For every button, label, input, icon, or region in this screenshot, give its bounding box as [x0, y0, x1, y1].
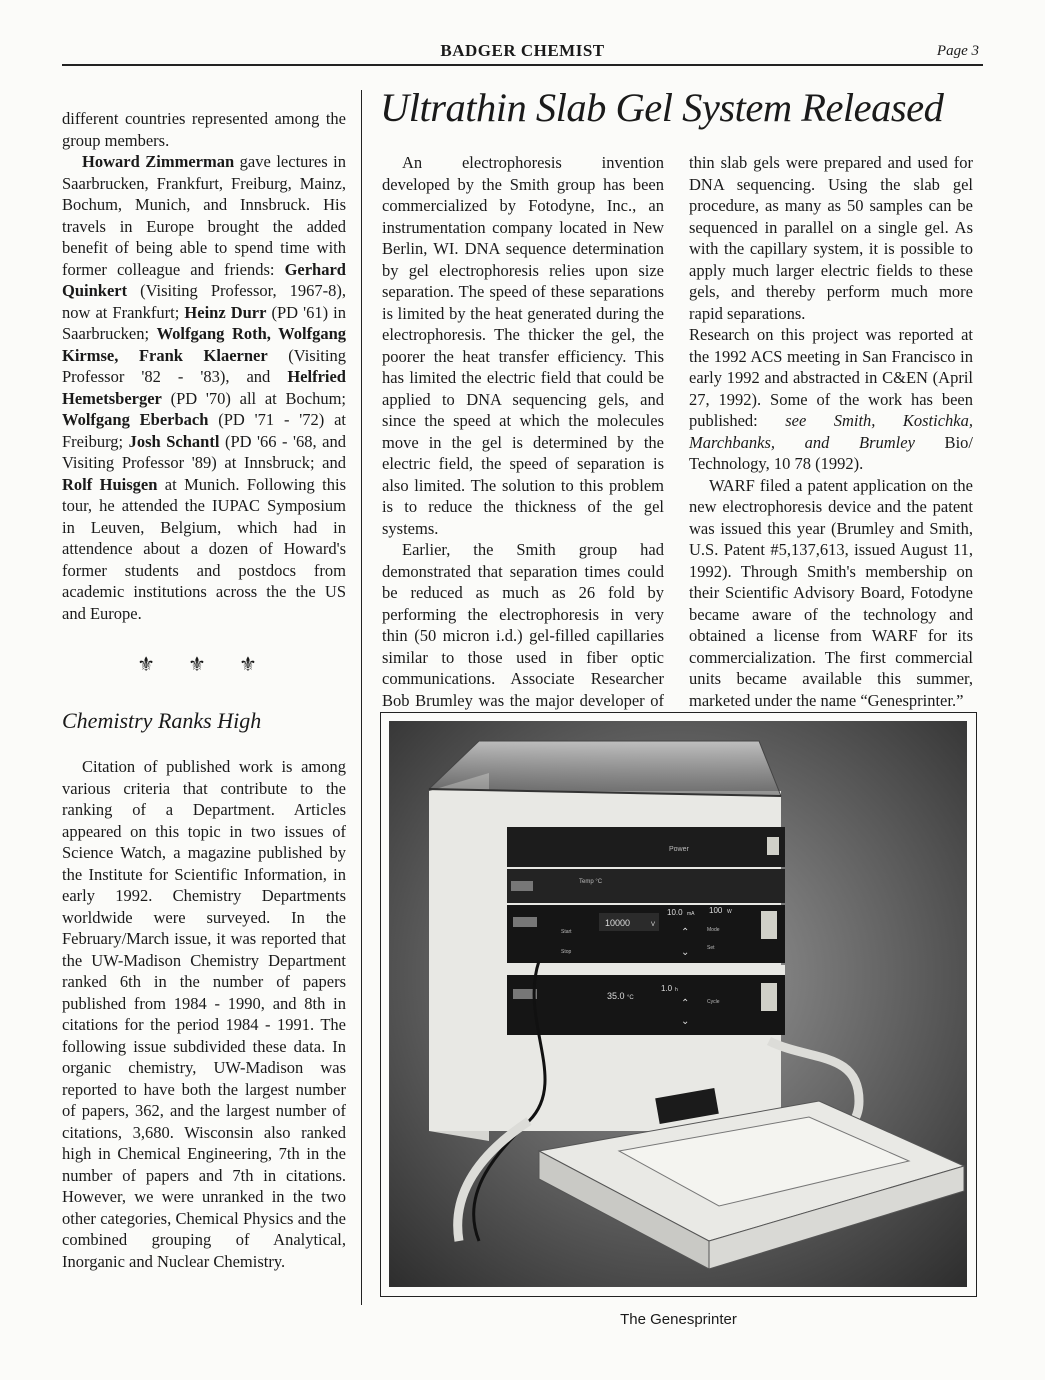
svg-text:h: h [675, 987, 678, 993]
text-run: (PD '66 - '68, and Visiting Professor '89) at Innsbruck; and [62, 431, 346, 472]
text-run: (Visiting Professor, 1967-8), now at Frankfurt; [62, 281, 346, 322]
svg-text:°C: °C [627, 995, 634, 1001]
column-divider [361, 90, 362, 1305]
mode-label: Mode [707, 927, 720, 933]
cycle-label: Cycle [707, 999, 720, 1005]
photo-caption: The Genesprinter [620, 1311, 737, 1328]
paragraph: Citation of published work is among various criteria that contribute to the ranking of a Department. Articles appeared on this topic in two issues of Science Watch, a magazine published by the Institute for Scientific Information, in early 1992. Chemistry Departments worldwide were surveyed. In the February/March issue, it was reported that the UW-Madison Chemistry Department ranked 6th in the number of papers published from 1984 - 1990, and 8th in citations for the period 1984 - 1991. The following issue subdivided these data. In organic chemistry, UW-Madison was reported to have both the largest number of papers, 362, and the largest number of citations, 3,680. Wisconsin also ranked high in Chemical Engineering, 7th in the number of papers and 7th in citations. However, we were unranked in the two other categories, Chemical Physics and the combined grouping of Analytical, Inorganic and Nuclear Chemistry. [62, 757, 346, 1271]
person-name: Rolf Huisgen [62, 474, 158, 494]
section-divider-ornament: ⚜ ⚜ ⚜ [137, 654, 271, 676]
article-headline: Ultrathin Slab Gel System Released [380, 85, 944, 130]
svg-text:W: W [727, 909, 732, 915]
glass-lid [429, 741, 781, 796]
page-number: Page 3 [936, 43, 979, 59]
temp-label: Temp °C [579, 879, 603, 885]
current-readout: 10.0 [667, 908, 683, 917]
watt-readout: 100 [709, 906, 723, 915]
zimmerman-paragraph [62, 151, 346, 624]
genesprinter-photo [380, 712, 977, 1297]
set-label: Set [707, 945, 715, 951]
temp-panel [507, 869, 785, 903]
person-name: Helfried Hemetsberger [62, 367, 346, 408]
article-column-2 [382, 152, 664, 754]
text-run: at Munich. Following this tour, he attended the IUPAC Symposium in Leuven, Belgium, which had in attendence about a dozen of Howard's former students and postdocs from academic institutions across the the US and Europe. [62, 474, 347, 623]
text-run: (PD '70) all at Bochum; [161, 388, 346, 408]
chemistry-ranks-heading: Chemistry Ranks High [62, 708, 262, 733]
text-run: (PD '71 - '72) at Freiburg; [62, 410, 346, 451]
down-arrow-icon: ⌄ [681, 947, 690, 958]
paragraph: WARF filed a patent application on the new electrophoresis device and the patent was issued this year (Brumley and Smith, U.S. Patent #5,137,613, issued August 11, 1992). Through Smith's membership on their Scientific Advisory Board, Fotodyne became aware of the technology and obtained a license from WARF for its commercialization. The first commercial units became available this summer, marketed under the name “Genesprinter.” [689, 475, 973, 710]
genesprinter-illustration [389, 721, 967, 1287]
left-column-article [62, 108, 346, 624]
power-toggle [761, 983, 777, 1011]
paragraph: Earlier, the Smith group had demonstrated that separation times could be reduced as much as 26 fold by performing the electrophoresis in very thin (50 micron i.d.) gel-filled capillaries similar to those used in fiber optic communications. Associate Researcher Bob Brumley was the major developer of [382, 540, 664, 710]
person-name: Heinz Durr [184, 302, 267, 322]
text-run: (PD '61) in Saarbrucken; [62, 302, 347, 343]
person-name: Josh Schantl [128, 431, 220, 451]
text-run: (Visiting Professor '82 - '83), and [62, 345, 346, 386]
start-label: Start [561, 929, 572, 935]
power-label: Power [669, 846, 689, 853]
svg-text:mA: mA [687, 911, 695, 917]
temperature-panel [507, 975, 785, 1035]
text-run: gave lectures in Saarbrucken, Frankfurt, Freiburg, Mainz, Bochum, Munich, and Innsbruck. His travels in Europe brought the added benefit of being able to spend time with former colleague and friends: [62, 152, 346, 279]
header-rule [62, 64, 983, 66]
power-panel [507, 827, 785, 867]
up-arrow-icon: ⌃ [681, 927, 690, 938]
paragraph: Research on this project was reported at the 1992 ACS meeting in San Francisco in early 1992 and abstracted in C&EN (April 27, 1992). Some of the work has been published: see Smith, Kostichka, Marchbanks, and Brumley Bio/ Technology, 10 78 (1992). [689, 325, 973, 473]
person-name: Wolfgang Roth, Wolfgang Kirmse, Frank Klaerner [62, 324, 346, 365]
down-arrow-icon: ⌄ [681, 1016, 690, 1027]
running-header-title: BADGER CHEMIST [440, 41, 605, 60]
power-toggle [761, 911, 777, 939]
temperature-readout: 35.0 [607, 991, 625, 1001]
person-name: Howard Zimmerman [82, 152, 235, 171]
time-readout: 1.0 [661, 984, 673, 993]
stop-label: Stop [561, 949, 572, 955]
up-arrow-icon: ⌃ [681, 998, 690, 1009]
paragraph: different countries represented among the group members. [62, 109, 346, 150]
paragraph: An electrophoresis invention developed by the Smith group has been commercialized by Fotodyne, Inc., an instrumentation company located in New Berlin, WI. DNA sequence determination by gel electrophoresis relies upon size separation. The speed of these separations is limited by the heat generated during the electrophoresis. The thicker the gel, the poorer the heat transfer efficiency. This has limited the electric field that could be applied to DNA sequencing gels, and since the speed at which the molecules move in the gel is determined by the electric field, the speed of separation is also limited. The solution to this problem is to reduce the thickness of the gel systems. [382, 153, 664, 538]
article-column-3 [689, 152, 973, 711]
svg-text:V: V [651, 922, 656, 928]
person-name: Gerhard Quinkert [62, 259, 346, 300]
power-switch [767, 837, 779, 855]
voltage-readout: 10000 [605, 918, 631, 928]
chemistry-ranks-article [62, 756, 346, 1272]
paragraph: thin slab gels were prepared and used for DNA sequencing. Using the slab gel procedure, as many as 50 samples can be sequenced in parallel on a single gel. As with the capillary system, it is possible to apply much larger electric fields to these gels, and thereby perform much more rapid separations. [689, 153, 973, 323]
person-name: Wolfgang Eberbach [62, 410, 209, 429]
